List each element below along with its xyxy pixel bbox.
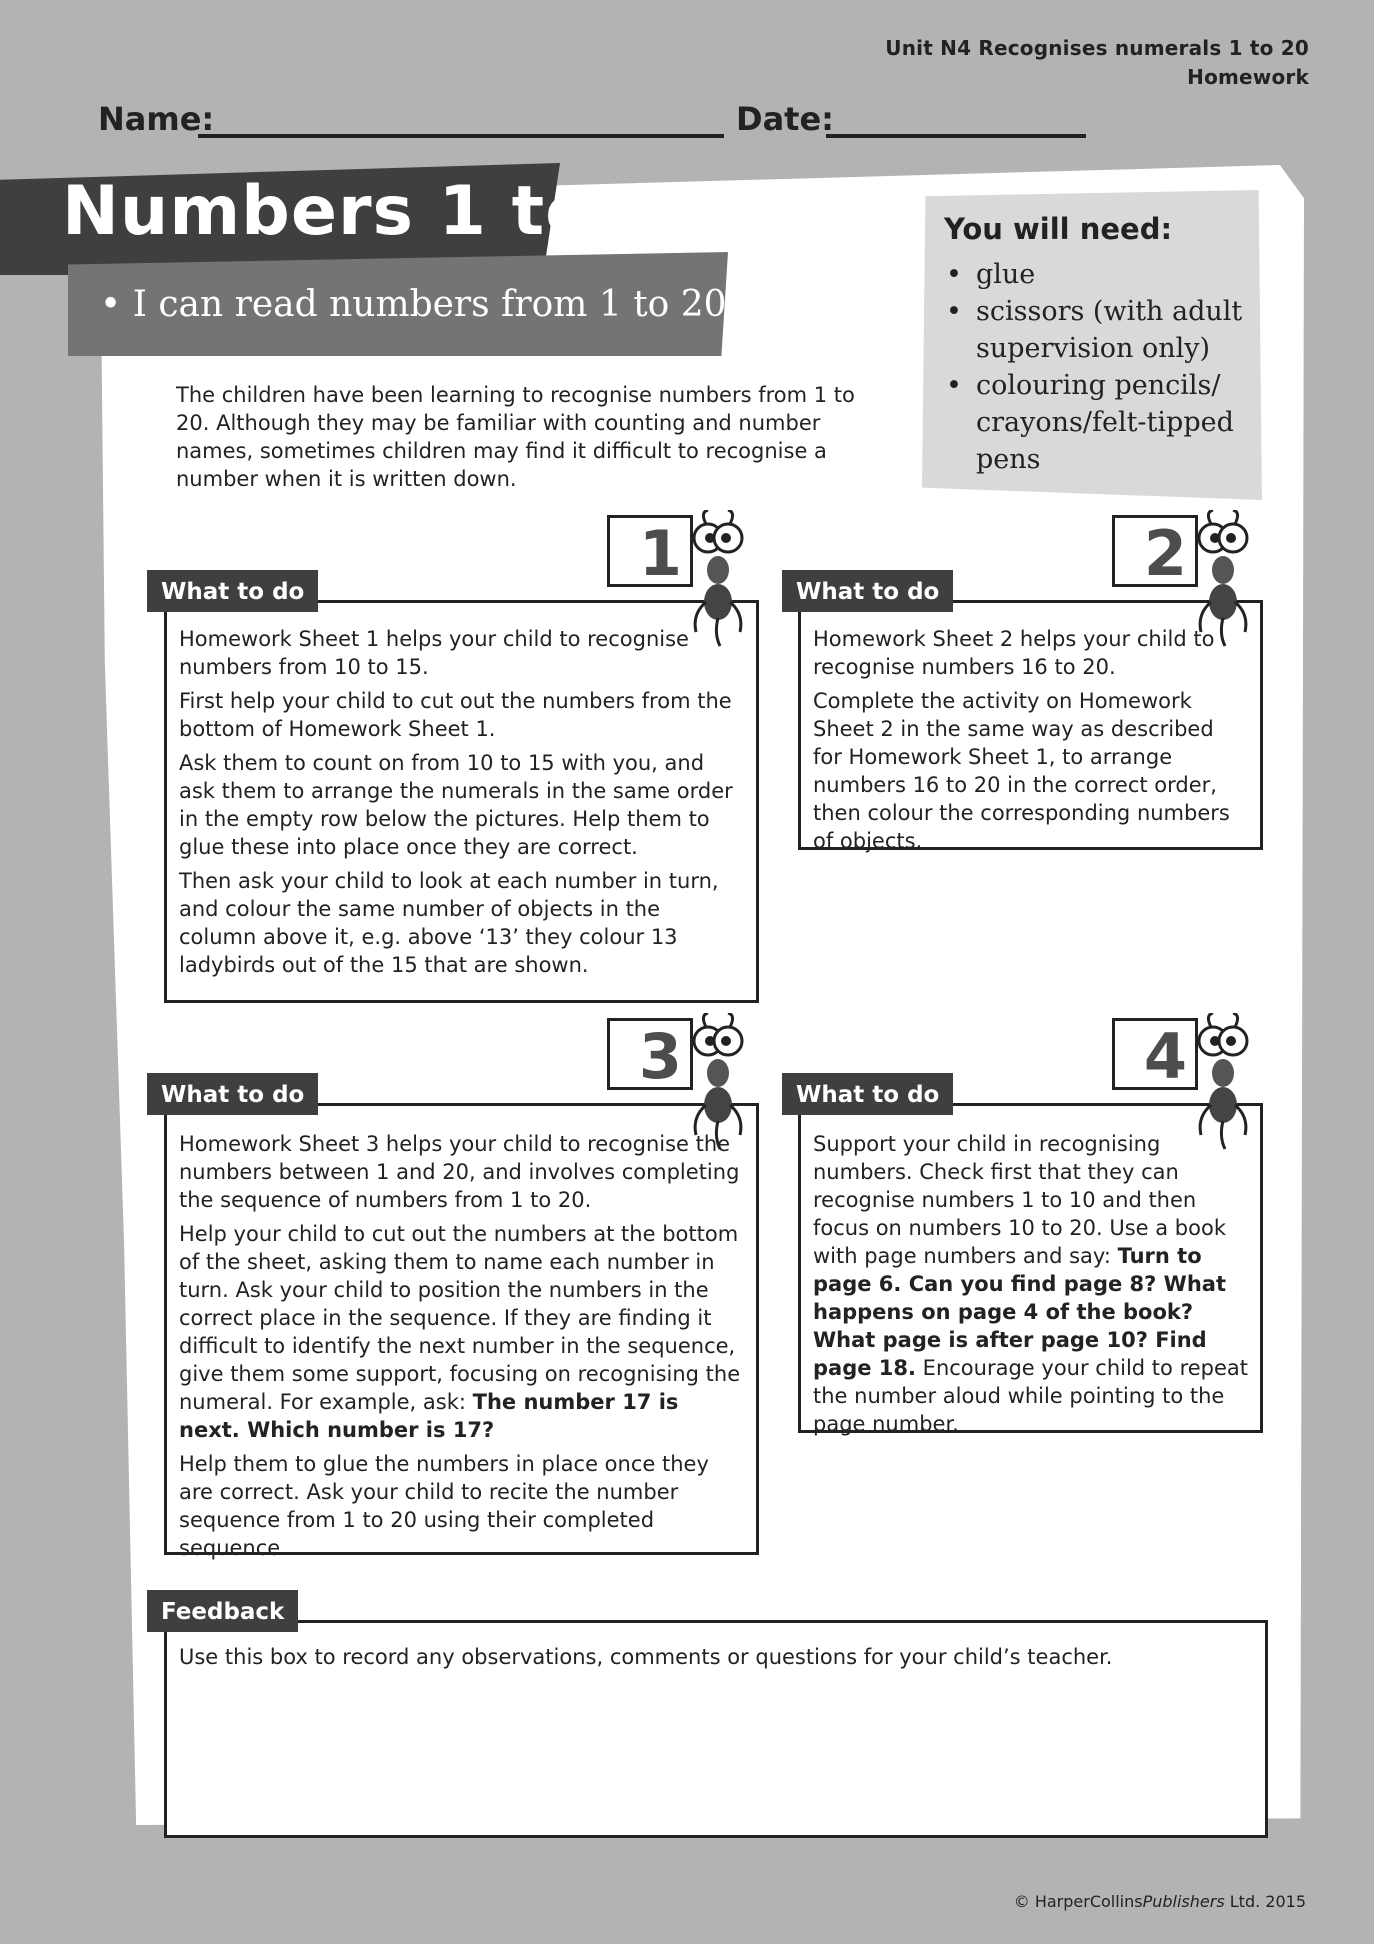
section-3-tab: What to do: [147, 1073, 318, 1115]
section-4-p1-bold: Turn to page 6. Can you find page 8? What happens on page 4 of the book? What page is after page 10? Find page 18.: [813, 1244, 1226, 1380]
date-label: Date:: [736, 100, 834, 138]
you-will-need-list: [944, 256, 1264, 478]
section-2-number: 2: [1112, 515, 1198, 587]
feedback-tab: Feedback: [147, 1590, 298, 1632]
objective: • I can read numbers from 1 to 20: [100, 284, 727, 325]
date-field[interactable]: [826, 134, 1086, 138]
section-4-p1: [813, 1130, 1248, 1438]
feedback-instructions: Use this box to record any observations, comments or questions for your child’s teacher.: [179, 1645, 1113, 1669]
section-1-p3: Ask them to count on from 10 to 15 with you, and ask them to arrange the numerals in the same order in the empty row below the pictures. Help them to glue these into place once they are correct.: [179, 751, 733, 859]
section-1-number: 1: [607, 515, 693, 587]
you-will-need-title: You will need:: [944, 212, 1173, 246]
section-1-tab: What to do: [147, 570, 318, 612]
copyright-footer: [1014, 1892, 1306, 1911]
copyright-prefix: © HarperCollins: [1013, 1892, 1143, 1911]
section-2-body: [813, 625, 1248, 861]
unit-header: [885, 34, 1309, 92]
copyright-suffix: Ltd. 2015: [1224, 1892, 1306, 1911]
section-3-p2-bold: The number 17 is next. Which number is 17?: [179, 1390, 679, 1442]
objective-text: I can read numbers from 1 to 20: [132, 284, 727, 325]
section-3-p2-text: Help your child to cut out the numbers at the bottom of the sheet, asking them to name each number in turn. Ask your child to position the numbers in the correct place in the sequence. If they are finding it difficult to identify the next number in the sequence, give them some support, focusing on recognising the numeral. For example, ask:: [179, 1222, 741, 1414]
intro-paragraph: The children have been learning to recognise numbers from 1 to 20. Although they may be familiar with counting and number names, sometimes children may find it difficult to recognise a number when it is written down.: [176, 383, 855, 491]
homework-label: Homework: [1187, 65, 1309, 89]
section-1-p2: First help your child to cut out the numbers from the bottom of Homework Sheet 1.: [179, 689, 732, 741]
section-2-p1: Homework Sheet 2 helps your child to recognise numbers 16 to 20.: [813, 627, 1215, 679]
section-1-p1: Homework Sheet 1 helps your child to recognise numbers from 10 to 15.: [179, 627, 689, 679]
name-field[interactable]: [198, 134, 724, 138]
section-3-p3: Help them to glue the numbers in place once they are correct. Ask your child to recite the number sequence from 1 to 20 using their completed sequence.: [179, 1452, 709, 1560]
name-label: Name:: [98, 100, 215, 138]
section-4-number: 4: [1112, 1018, 1198, 1090]
need-item-glue: • glue: [944, 256, 1264, 293]
section-3-body: [179, 1130, 744, 1568]
ant-mascot-icon: [688, 510, 748, 650]
ant-mascot-icon: [1193, 510, 1253, 650]
section-3-card: [164, 1103, 759, 1560]
copyright-italic: Publishers: [1142, 1892, 1225, 1911]
section-2-tab: What to do: [782, 570, 953, 612]
unit-title: Unit N4 Recognises numerals 1 to 20: [885, 36, 1309, 60]
page-title: Numbers 1 to 20: [62, 172, 715, 251]
section-1-p4: Then ask your child to look at each number in turn, and colour the same number of objects in the column above it, e.g. above ‘13’ they colour 13 ladybirds out of the 15 that are shown.: [179, 869, 719, 977]
section-3-number: 3: [607, 1018, 693, 1090]
need-item-colouring: • colouring pencils/ crayons/felt-tipped pens: [944, 367, 1264, 478]
section-3-p1: Homework Sheet 3 helps your child to recognise the numbers between 1 and 20, and involves completing the sequence of numbers from 1 to 20.: [179, 1132, 740, 1212]
section-2-p2: Complete the activity on Homework Sheet 2 in the same way as described for Homework Sheet 1, to arrange numbers 16 to 20 in the correct order, then colour the corresponding numbers of objects.: [813, 689, 1230, 853]
section-4-tab: What to do: [782, 1073, 953, 1115]
feedback-box[interactable]: [164, 1620, 1268, 1838]
section-4-p1-text: Support your child in recognising numbers. Check first that they can recognise numbers 1 to 10 and then focus on numbers 10 to 20. Use a book with page numbers and say:: [813, 1132, 1226, 1268]
section-1-body: [179, 625, 744, 985]
section-3-p2: [179, 1220, 744, 1444]
section-4-p1-end: Encourage your child to repeat the number aloud while pointing to the page number.: [813, 1356, 1249, 1436]
ant-mascot-icon: [1193, 1013, 1253, 1153]
section-4-body: [813, 1130, 1248, 1444]
section-1-card: [164, 600, 759, 1003]
ant-mascot-icon: [688, 1013, 748, 1153]
need-item-scissors: • scissors (with adult supervision only): [944, 293, 1264, 367]
